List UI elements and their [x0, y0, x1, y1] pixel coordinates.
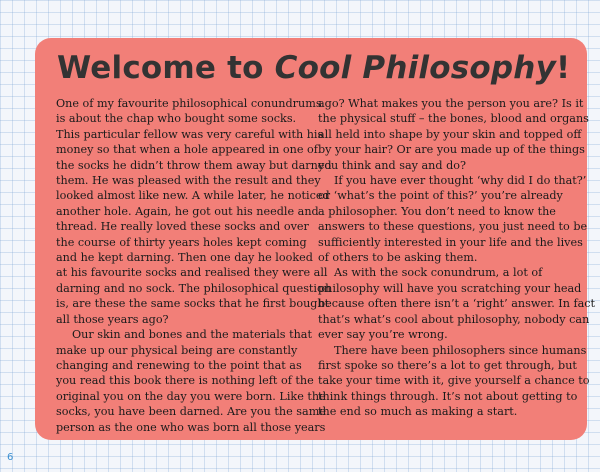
text-line: and he kept darning. Then one day he looked — [56, 251, 313, 265]
text-line: darning and no sock. The philosophical question — [56, 281, 331, 295]
text-line: philosophy will have you scratching your head — [318, 281, 582, 295]
text-line: changing and renewing to the point that as — [56, 358, 302, 372]
text-line: of others to be asking them. — [318, 251, 478, 265]
text-line: think things through. It’s not about getting to — [318, 389, 578, 403]
text-line: because often there isn’t a ‘right’ answer. In fact — [318, 297, 596, 311]
text-line: that’s what’s cool about philosophy, nobody can — [318, 312, 590, 326]
text-line: the course of thirty years holes kept coming — [56, 235, 307, 249]
text-line: This particular fellow was very careful with his — [56, 127, 324, 141]
text-line: Our skin and bones and the materials that — [72, 328, 312, 342]
text-line: original you on the day you were born. Like the — [56, 389, 326, 403]
text-line: socks, you have been darned. Are you the same — [56, 405, 326, 419]
text-line: all those years ago? — [56, 312, 169, 326]
text-line: thread. He really loved these socks and over — [56, 220, 309, 234]
text-line: One of my favourite philosophical conundrums — [56, 97, 322, 110]
text-line: is, are these the same socks that he first bought — [56, 297, 330, 311]
text-line: looked almost like new. A while later, he noticed — [56, 189, 330, 203]
text-line: a philosopher. You don’t need to know the — [318, 204, 556, 218]
text-line: or ‘what’s the point of this?’ you’re already — [318, 189, 563, 203]
title-end: ! — [555, 50, 571, 86]
body-column-right — [318, 96, 595, 420]
text-line: the socks he didn’t throw them away but darned — [56, 158, 332, 172]
text-line: is about the chap who bought some socks. — [56, 112, 297, 126]
body-column-left — [56, 96, 332, 435]
text-line: money so that when a hole appeared in one of — [56, 143, 318, 157]
title-emphasis: Cool Philosophy — [274, 50, 556, 86]
text-line: you think and say and do? — [318, 158, 467, 172]
text-line: you read this book there is nothing left of the — [56, 374, 314, 388]
text-line: the end so much as making a start. — [318, 405, 518, 419]
text-line: If you have ever thought ‘why did I do that?’ — [334, 174, 587, 188]
text-line: at his favourite socks and realised they were all — [56, 266, 328, 280]
text-line: As with the sock conundrum, a lot of — [334, 266, 543, 280]
text-line: sufficiently interested in your life and the lives — [318, 235, 583, 249]
text-line: There have been philosophers since humans — [334, 343, 587, 357]
text-line: ever say you’re wrong. — [318, 328, 448, 342]
text-line: take your time with it, give yourself a chance to — [318, 374, 590, 388]
text-line: by your hair? Or are you made up of the things — [318, 143, 585, 157]
text-line: the physical stuff – the bones, blood and organs — [318, 112, 589, 126]
page-title — [57, 48, 570, 88]
text-line: them. He was pleased with the result and they — [56, 174, 321, 188]
page-number: 6 — [7, 452, 14, 463]
text-line: make up our physical being are constantly — [56, 343, 298, 357]
text-line: person as the one who was born all those years — [56, 420, 326, 434]
text-line: first spoke so there’s a lot to get through, but — [318, 358, 577, 372]
text-line: answers to these questions, you just need to be — [318, 220, 588, 234]
text-line: all held into shape by your skin and topped off — [318, 127, 582, 141]
title-main: Welcome to — [57, 50, 275, 86]
text-line: ago? What makes you the person you are? Is it — [318, 97, 584, 110]
text-line: another hole. Again, he got out his needle and — [56, 204, 319, 218]
